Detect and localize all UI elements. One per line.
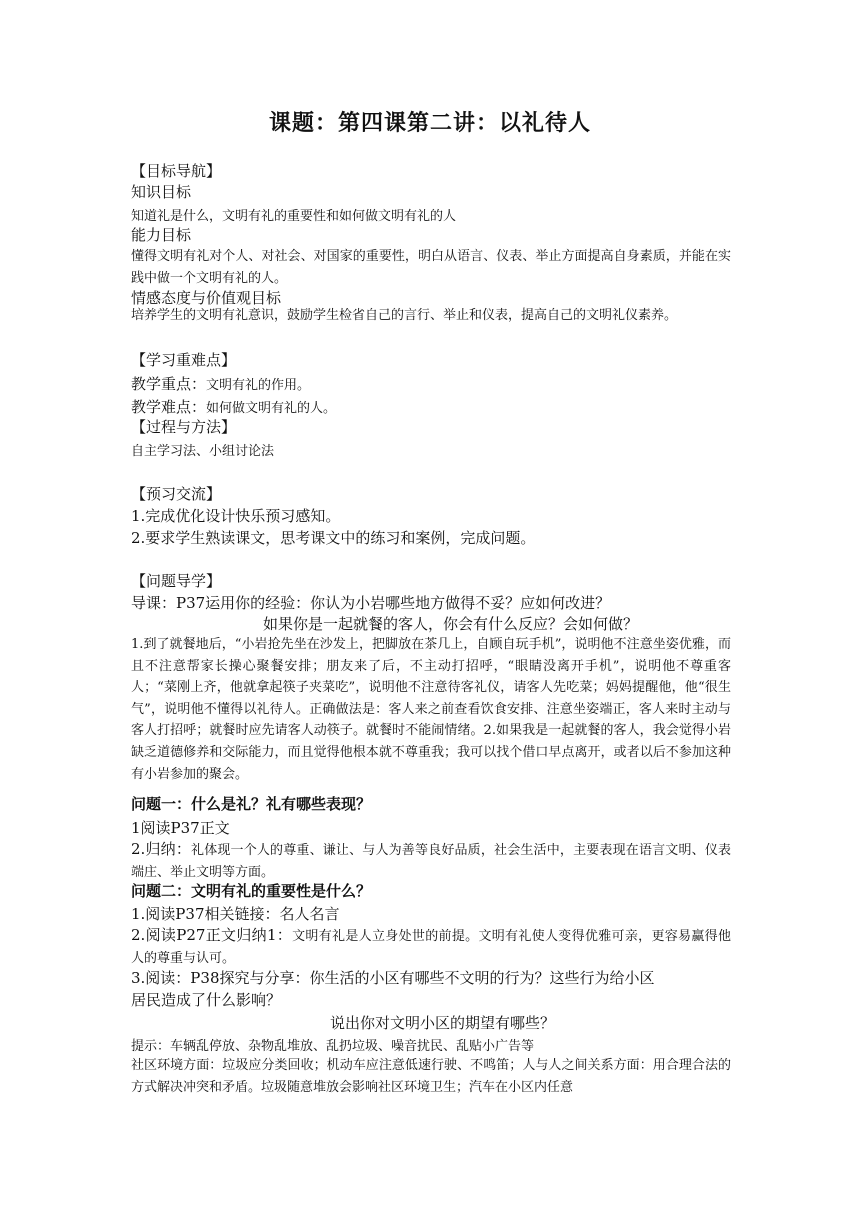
section-heading-process: 【过程与方法】 xyxy=(131,418,237,436)
section-heading-key-points: 【学习重难点】 xyxy=(131,351,237,369)
emotion-goal-label: 情感态度与价值观目标 xyxy=(131,289,282,307)
difficulty-label: 教学难点： xyxy=(131,398,207,416)
question-two-read-2 xyxy=(131,925,731,969)
process-text: 自主学习法、小组讨论法 xyxy=(131,444,275,459)
focus-label: 教学重点： xyxy=(131,375,207,393)
question-two-title: 问题二：文明有礼的重要性是什么？ xyxy=(131,882,372,900)
question-two-read-1: 1.阅读P37相关链接：名人名言 xyxy=(131,905,340,923)
question-one-title: 问题一：什么是礼？礼有哪些表现？ xyxy=(131,795,372,813)
guide-answer-text: 1.到了就餐地后，“小岩抢先坐在沙发上，把脚放在茶几上，自顾自玩手机”，说明他不注意坐姿优雅，而且不注意帮家长操心聚餐安排；朋友来了后，不主动打招呼，“眼睛没离开手机”，说明他不尊重客人；“菜刚上齐，他就拿起筷子夹菜吃”，说明他不注意待客礼仪，请客人先吃菜；妈妈提醒他，他“很生气”，说明他不懂得以礼待人。正确做法是：客人来之前查看饮食安排、注意坐姿端正，客人来时主动与客人打招呼；就餐时应先请客人动筷子。就餐时不能闹情绪。2.如果我是一起就餐的客人，我会觉得小岩缺乏道德修养和交际能力，而且觉得他根本就不尊重我；我可以找个借口早点离开，或者以后不参加这种有小岩参加的聚会。 xyxy=(131,637,731,782)
section-heading-guide: 【问题导学】 xyxy=(131,572,222,590)
question-two-read-2-text: 文明有礼是人立身处世的前提。文明有礼使人变得优雅可亲，更容易赢得他人的尊重与认可。 xyxy=(131,929,731,966)
section-heading-target-nav: 【目标导航】 xyxy=(131,162,222,180)
preview-item-2: 2.要求学生熟读课文，思考课文中的练习和案例，完成问题。 xyxy=(131,529,536,547)
page-title: 课题：第四课第二讲：以礼待人 xyxy=(268,111,591,136)
question-one-summary-text: 礼体现一个人的尊重、谦让、与人为善等良好品质，社会生活中，主要表现在语言文明、仪表端庄、举止文明等方面。 xyxy=(131,843,731,880)
difficulty-text: 如何做文明有礼的人。 xyxy=(206,401,337,416)
community-expectation-question: 说出你对文明小区的期望有哪些？ xyxy=(330,1014,556,1032)
question-two-read-2-label: 2.阅读P27正文归纳1： xyxy=(131,926,293,944)
difficulty-line xyxy=(131,396,336,417)
preview-item-1: 1.完成优化设计快乐预习感知。 xyxy=(131,507,341,525)
question-one-summary xyxy=(131,839,731,883)
knowledge-goal-text: 知道礼是什么，文明有礼的重要性和如何做文明有礼的人 xyxy=(131,209,457,224)
question-one-read: 1阅读P37正文 xyxy=(131,819,230,837)
question-two-read-3-line-1: 3.阅读：P38探究与分享：你生活的小区有哪些不文明的行为？这些行为给小区 xyxy=(131,969,655,987)
question-one-summary-label: 2.归纳： xyxy=(131,840,192,858)
knowledge-goal-label: 知识目标 xyxy=(131,183,192,201)
focus-text: 文明有礼的作用。 xyxy=(206,378,311,393)
question-two-read-3-line-2: 居民造成了什么影响？ xyxy=(131,991,282,1009)
guide-intro-line-2: 如果你是一起就餐的客人，你会有什么反应？会如何做？ xyxy=(263,615,639,633)
community-answer-text: 社区环境方面：垃圾应分类回收；机动车应注意低速行驶、不鸣笛；人与人之间关系方面：用合理合法的方式解决冲突和矛盾。垃圾随意堆放会影响社区环境卫生；汽车在小区内任意 xyxy=(131,1058,731,1095)
ability-goal-text: 懂得文明有礼对个人、对社会、对国家的重要性，明白从语言、仪表、举止方面提高自身素质，并能在实践中做一个文明有礼的人。 xyxy=(131,249,731,286)
ability-goal-label: 能力目标 xyxy=(131,226,192,244)
hint-text: 提示：车辆乱停放、杂物乱堆放、乱扔垃圾、噪音扰民、乱贴小广告等 xyxy=(131,1039,535,1054)
focus-line xyxy=(131,373,310,394)
guide-intro-line-1: 导课：P37运用你的经验：你认为小岩哪些地方做得不妥？应如何改进？ xyxy=(131,594,611,612)
emotion-goal-text: 培养学生的文明有礼意识，鼓励学生检省自己的言行、举止和仪表，提高自己的文明礼仪素养。 xyxy=(131,308,678,323)
section-heading-preview: 【预习交流】 xyxy=(131,485,222,503)
